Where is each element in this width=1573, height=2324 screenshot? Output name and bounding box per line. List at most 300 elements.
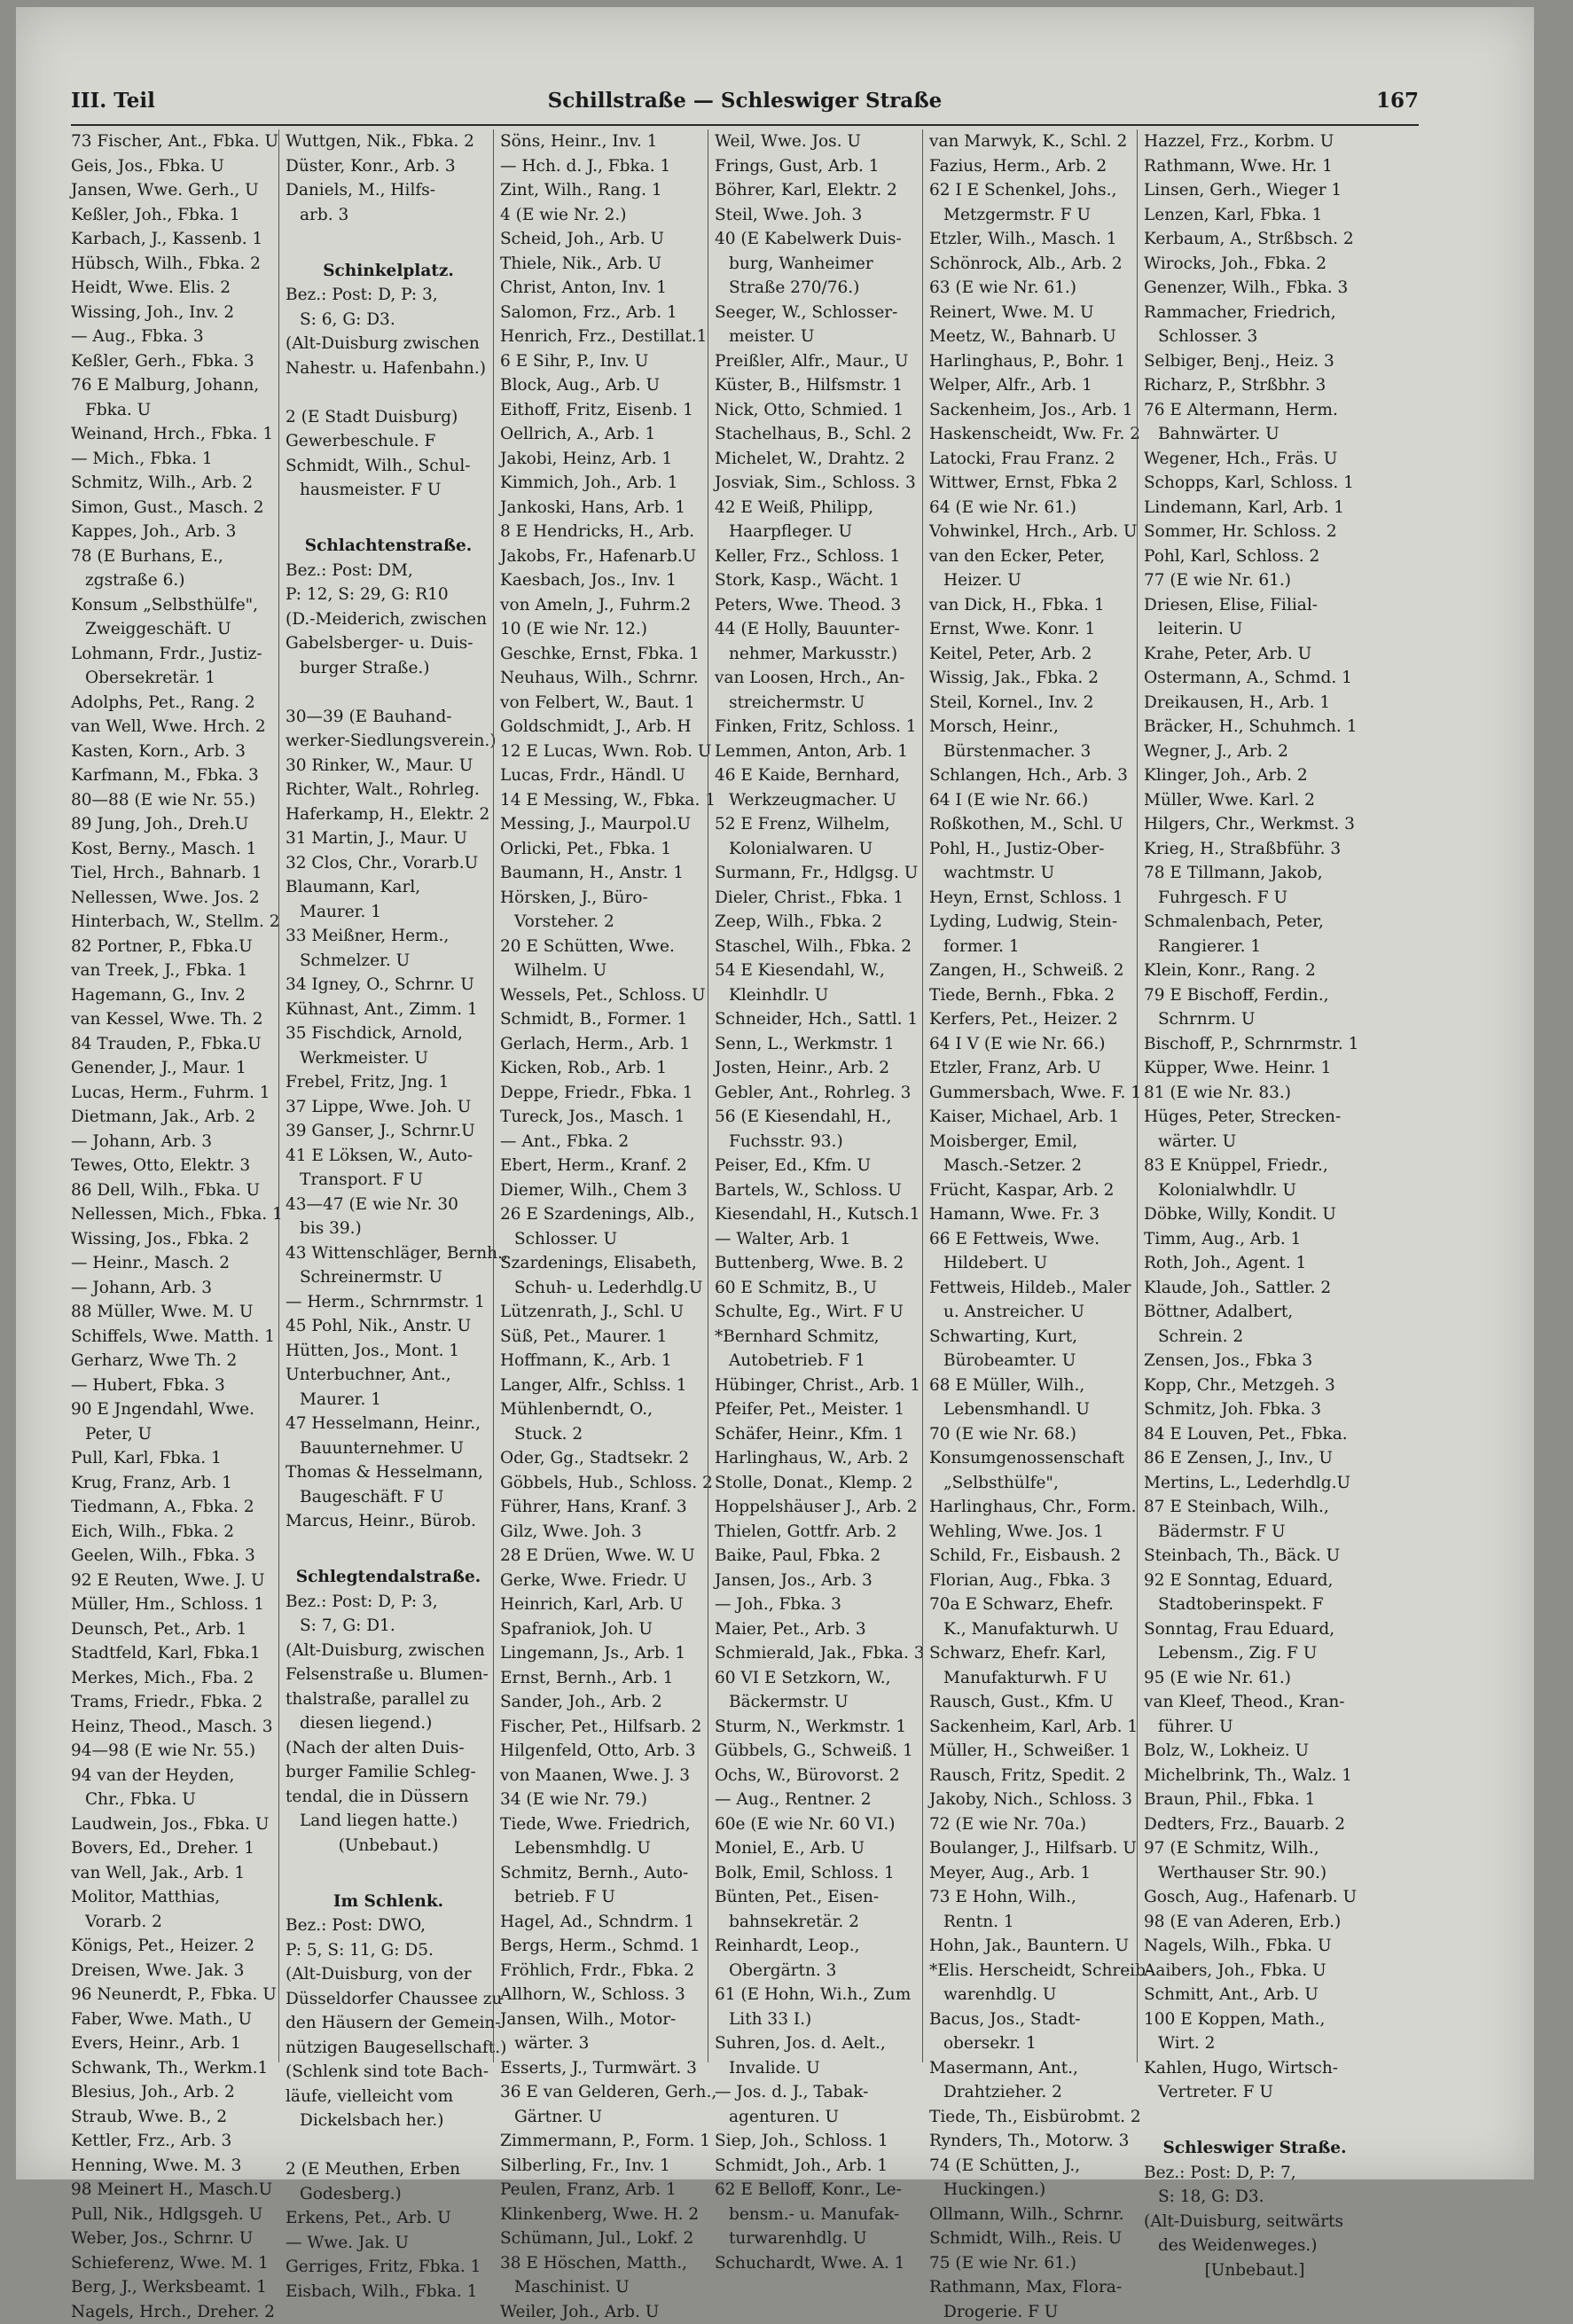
directory-line: Drahtzieher. 2 xyxy=(929,2080,1135,2105)
directory-line: Gebler, Ant., Rohrleg. 3 xyxy=(715,1081,920,1106)
directory-line: Müller, H., Schweißer. 1 xyxy=(929,1739,1135,1764)
directory-line: S: 18, G: D3. xyxy=(1144,2185,1366,2210)
directory-line: Metzgermstr. F U xyxy=(929,203,1135,228)
directory-line: Hagemann, G., Inv. 2 xyxy=(71,983,277,1008)
directory-line: (Nach der alten Duis- xyxy=(286,1736,491,1761)
directory-line: läufe, vielleicht vom xyxy=(286,2085,491,2109)
directory-line: 90 E Jngendahl, Wwe. xyxy=(71,1397,277,1422)
directory-line: bensm.- u. Manufak- xyxy=(715,2203,920,2227)
directory-line: Transport. F U xyxy=(286,1168,491,1193)
directory-line: 44 (E Holly, Bauunter- xyxy=(715,617,920,642)
directory-line: Süß, Pet., Maurer. 1 xyxy=(500,1325,706,1350)
directory-line: Meyer, Aug., Arb. 1 xyxy=(929,1861,1135,1886)
directory-line: Laudwein, Jos., Fbka. U xyxy=(71,1812,277,1837)
directory-line: Molitor, Matthias, xyxy=(71,1885,277,1910)
directory-line: Bischoff, P., Schrnrmstr. 1 xyxy=(1144,1032,1366,1057)
directory-line: Hübsch, Wilh., Fbka. 2 xyxy=(71,252,277,277)
directory-line: Gärtner. U xyxy=(500,2105,706,2130)
directory-line: 63 (E wie Nr. 61.) xyxy=(929,276,1135,301)
directory-line: 4 (E wie Nr. 2.) xyxy=(500,203,706,228)
directory-line: 34 Igney, O., Schrnr. U xyxy=(286,973,491,998)
column-2 xyxy=(286,129,491,2071)
directory-line: Dreisen, Wwe. Jak. 3 xyxy=(71,1959,277,1984)
directory-line: Senn, L., Werkmstr. 1 xyxy=(715,1032,920,1057)
directory-line: Schrein. 2 xyxy=(1144,1325,1366,1350)
directory-line: burg, Wanheimer xyxy=(715,252,920,277)
directory-line: — Heinr., Masch. 2 xyxy=(71,1251,277,1276)
directory-line: Gerriges, Fritz, Fbka. 1 xyxy=(286,2255,491,2280)
directory-line: Peter, U xyxy=(71,1422,277,1447)
directory-line: Lohmann, Frdr., Justiz- xyxy=(71,642,277,667)
directory-line: Pull, Karl, Fbka. 1 xyxy=(71,1446,277,1471)
directory-line: — Herm., Schrnrmstr. 1 xyxy=(286,1290,491,1315)
directory-line: Bürobeamter. U xyxy=(929,1349,1135,1373)
directory-line: Kettler, Frz., Arb. 3 xyxy=(71,2129,277,2154)
directory-line: Meetz, W., Bahnarb. U xyxy=(929,325,1135,349)
directory-line: 78 E Tillmann, Jakob, xyxy=(1144,861,1366,886)
directory-line: Fettweis, Hildeb., Maler xyxy=(929,1276,1135,1301)
directory-line: 47 Hesselmann, Heinr., xyxy=(286,1412,491,1436)
directory-line: Hörsken, J., Büro- xyxy=(500,886,706,911)
directory-line: (Alt-Duisburg, von der xyxy=(286,1962,491,1987)
directory-line: Schäfer, Heinr., Kfm. 1 xyxy=(715,1422,920,1447)
directory-line: Fuchsstr. 93.) xyxy=(715,1130,920,1154)
directory-line: 45 Pohl, Nik., Anstr. U xyxy=(286,1314,491,1339)
directory-line: Gerharz, Wwe Th. 2 xyxy=(71,1349,277,1373)
directory-line: Timm, Aug., Arb. 1 xyxy=(1144,1227,1366,1252)
directory-line: Bädermstr. F U xyxy=(1144,1520,1366,1545)
directory-line: Oellrich, A., Arb. 1 xyxy=(500,422,706,447)
directory-line: 33 Meißner, Herm., xyxy=(286,924,491,949)
directory-line: Obergärtn. 3 xyxy=(715,1959,920,1984)
column-6 xyxy=(1144,129,1366,2071)
directory-line: Bolz, W., Lokheiz. U xyxy=(1144,1739,1366,1764)
directory-line: 28 E Drüen, Wwe. W. U xyxy=(500,1544,706,1569)
directory-line: Driesen, Elise, Filial- xyxy=(1144,593,1366,618)
directory-line: Keßler, Joh., Fbka. 1 xyxy=(71,203,277,228)
directory-line: Klein, Konr., Rang. 2 xyxy=(1144,959,1366,983)
directory-line: Adolphs, Pet., Rang. 2 xyxy=(71,691,277,716)
directory-line: Wittwer, Ernst, Fbka 2 xyxy=(929,471,1135,496)
directory-line: — Aug., Fbka. 3 xyxy=(71,325,277,349)
directory-line: Gosch, Aug., Hafenarb. U xyxy=(1144,1885,1366,1910)
directory-line: Hoffmann, K., Arb. 1 xyxy=(500,1349,706,1373)
directory-line: 80—88 (E wie Nr. 55.) xyxy=(71,788,277,813)
directory-line: 82 Portner, P., Fbka.U xyxy=(71,935,277,959)
directory-line: Masermann, Ant., xyxy=(929,2056,1135,2081)
directory-line: van den Ecker, Peter, xyxy=(929,544,1135,569)
directory-line: Schulte, Eg., Wirt. F U xyxy=(715,1300,920,1325)
directory-line: Krug, Franz, Arb. 1 xyxy=(71,1471,277,1496)
directory-line: Lucas, Herm., Fuhrm. 1 xyxy=(71,1081,277,1106)
directory-line: Klinger, Joh., Arb. 2 xyxy=(1144,763,1366,788)
directory-line: 54 E Kiesendahl, W., xyxy=(715,959,920,983)
directory-line: Pull, Nik., Hdlgsgeh. U xyxy=(71,2203,277,2227)
directory-line: streichermstr. U xyxy=(715,691,920,716)
directory-line: 26 E Szardenings, Alb., xyxy=(500,1202,706,1227)
directory-line: Frebel, Fritz, Jng. 1 xyxy=(286,1070,491,1095)
directory-line: Klinkenberg, Wwe. H. 2 xyxy=(500,2203,706,2227)
directory-line: Siep, Joh., Schloss. 1 xyxy=(715,2129,920,2154)
directory-line: Kicken, Rob., Arb. 1 xyxy=(500,1056,706,1081)
directory-line: (Alt-Duisburg, zwischen xyxy=(286,1639,491,1663)
directory-line: Finken, Fritz, Schloss. 1 xyxy=(715,715,920,739)
directory-line: Schmidt, Wilh., Reis. U xyxy=(929,2226,1135,2251)
directory-line: Bäckermstr. U xyxy=(715,1690,920,1715)
column-3 xyxy=(500,129,706,2071)
directory-line: Schmidt, Joh., Arb. 1 xyxy=(715,2154,920,2179)
directory-line xyxy=(286,680,491,705)
directory-line: Genender, J., Maur. 1 xyxy=(71,1056,277,1081)
directory-line: Bez.: Post: DM, xyxy=(286,559,491,583)
directory-line: Küpper, Wwe. Heinr. 1 xyxy=(1144,1056,1366,1081)
directory-line: 43—47 (E wie Nr. 30 xyxy=(286,1193,491,1217)
directory-line: „Selbsthülfe", xyxy=(929,1471,1135,1496)
column-divider xyxy=(278,129,279,2062)
directory-line: Braun, Phil., Fbka. 1 xyxy=(1144,1788,1366,1812)
directory-line: Haarpfleger. U xyxy=(715,520,920,544)
directory-line: 73 Fischer, Ant., Fbka. U xyxy=(71,129,277,154)
directory-line: Vertreter. F U xyxy=(1144,2080,1366,2105)
directory-line: Lingemann, Js., Arb. 1 xyxy=(500,1641,706,1666)
directory-line: Buttenberg, Wwe. B. 2 xyxy=(715,1251,920,1276)
directory-line: Schuh- u. Lederhdlg.U xyxy=(500,1276,706,1301)
directory-line: former. 1 xyxy=(929,935,1135,959)
directory-line: Baike, Paul, Fbka. 2 xyxy=(715,1544,920,1569)
directory-line: Mühlenberndt, O., xyxy=(500,1397,706,1422)
directory-line: Bergs, Herm., Schmd. 1 xyxy=(500,1934,706,1959)
directory-line: Sander, Joh., Arb. 2 xyxy=(500,1690,706,1715)
directory-line: Rangierer. 1 xyxy=(1144,935,1366,959)
directory-line: turwarenhdlg. U xyxy=(715,2226,920,2251)
directory-line: Karbach, J., Kassenb. 1 xyxy=(71,227,277,252)
directory-line: Rammacher, Friedrich, xyxy=(1144,301,1366,325)
directory-line: 79 E Bischoff, Ferdin., xyxy=(1144,983,1366,1008)
directory-line: Wessels, Pet., Schloss. U xyxy=(500,983,706,1008)
directory-line: burger Familie Schleg- xyxy=(286,1760,491,1785)
directory-line: Söns, Heinr., Inv. 1 xyxy=(500,129,706,154)
directory-line: 66 E Fettweis, Wwe. xyxy=(929,1227,1135,1252)
directory-line: Scheid, Joh., Arb. U xyxy=(500,227,706,252)
directory-line: Stachelhaus, B., Schl. 2 xyxy=(715,422,920,447)
directory-line: Schmierald, Jak., Fbka. 3 xyxy=(715,1641,920,1666)
directory-line: Nagels, Hrch., Dreher. 2 xyxy=(71,2300,277,2324)
directory-line: Nick, Otto, Schmied. 1 xyxy=(715,398,920,423)
directory-line: Straße 270/76.) xyxy=(715,276,920,301)
directory-line: Krieg, H., Straßbführ. 3 xyxy=(1144,837,1366,862)
directory-line xyxy=(286,2133,491,2158)
directory-line: — Hch. d. J., Fbka. 1 xyxy=(500,154,706,179)
directory-line: Weinand, Hrch., Fbka. 1 xyxy=(71,422,277,447)
directory-line: Felsenstraße u. Blumen- xyxy=(286,1663,491,1687)
directory-line: *Bernhard Schmitz, xyxy=(715,1325,920,1350)
directory-line: Schmitt, Ant., Arb. U xyxy=(1144,1983,1366,2007)
directory-line: Zensen, Jos., Fbka 3 xyxy=(1144,1349,1366,1373)
directory-line: Selbiger, Benj., Heiz. 3 xyxy=(1144,349,1366,374)
directory-line: Müller, Wwe. Karl. 2 xyxy=(1144,788,1366,813)
directory-line: Kahlen, Hugo, Wirtsch- xyxy=(1144,2056,1366,2081)
directory-line: Boulanger, J., Hilfsarb. U xyxy=(929,1836,1135,1861)
directory-line: Zangen, H., Schweiß. 2 xyxy=(929,959,1135,983)
directory-line: Fischer, Pet., Hilfsarb. 2 xyxy=(500,1715,706,1740)
directory-line: Konsum „Selbsthülfe", xyxy=(71,593,277,618)
directory-line: Invalide. U xyxy=(715,2056,920,2081)
directory-line: Mertins, L., Lederhdlg.U xyxy=(1144,1471,1366,1496)
directory-line: Gewerbeschule. F xyxy=(286,429,491,454)
directory-line: Kolonialwaren. U xyxy=(715,837,920,862)
directory-line: Michelet, W., Drahtz. 2 xyxy=(715,447,920,472)
directory-line: Karfmann, M., Fbka. 3 xyxy=(71,763,277,788)
directory-line: Schmitz, Joh. Fbka. 3 xyxy=(1144,1397,1366,1422)
directory-line: Haskenscheidt, Ww. Fr. 2 xyxy=(929,422,1135,447)
directory-line: Morsch, Heinr., xyxy=(929,715,1135,739)
directory-line: Deunsch, Pet., Arb. 1 xyxy=(71,1617,277,1642)
directory-line: Schlangen, Hch., Arb. 3 xyxy=(929,763,1135,788)
directory-line: Henrich, Frz., Destillat.1 xyxy=(500,325,706,349)
street-heading: Schinkelplatz. xyxy=(286,259,491,284)
directory-line: Geis, Jos., Fbka. U xyxy=(71,154,277,179)
directory-line: — Johann, Arb. 3 xyxy=(71,1130,277,1154)
directory-line: [Unbebaut.] xyxy=(1144,2258,1366,2283)
directory-line: Fazius, Herm., Arb. 2 xyxy=(929,154,1135,179)
directory-line: Unterbuchner, Ant., xyxy=(286,1363,491,1388)
directory-line: von Ameln, J., Fuhrm.2 xyxy=(500,593,706,618)
directory-line: Thomas & Hesselmann, xyxy=(286,1460,491,1485)
directory-line: Bez.: Post: D, P: 3, xyxy=(286,1590,491,1615)
directory-line: wachtmstr. U xyxy=(929,861,1135,886)
directory-line: Drogerie. F U xyxy=(929,2300,1135,2324)
directory-line: Maschinist. U xyxy=(500,2275,706,2300)
directory-line: (Alt-Duisburg zwischen xyxy=(286,332,491,356)
directory-line: Vorsteher. 2 xyxy=(500,910,706,935)
directory-line: hausmeister. F U xyxy=(286,478,491,503)
directory-line: Jansen, Wilh., Motor- xyxy=(500,2007,706,2032)
directory-line: Werkzeugmacher. U xyxy=(715,788,920,813)
directory-line: von Maanen, Wwe. J. 3 xyxy=(500,1764,706,1788)
directory-line: Roßkothen, M., Schl. U xyxy=(929,812,1135,837)
directory-line: Hildebert. U xyxy=(929,1251,1135,1276)
directory-line: 84 Trauden, P., Fbka.U xyxy=(71,1032,277,1057)
directory-line: Pohl, Karl, Schloss. 2 xyxy=(1144,544,1366,569)
directory-line: Kappes, Joh., Arb. 3 xyxy=(71,520,277,544)
directory-line: Messing, J., Maurpol.U xyxy=(500,812,706,837)
directory-line: Zweiggeschäft. U xyxy=(71,617,277,642)
directory-line: Daniels, M., Hilfs- xyxy=(286,178,491,203)
directory-line: Bräcker, H., Schuhmch. 1 xyxy=(1144,715,1366,739)
directory-line: 100 E Koppen, Math., xyxy=(1144,2007,1366,2032)
directory-line: Salomon, Frz., Arb. 1 xyxy=(500,301,706,325)
directory-line: Dedters, Frz., Bauarb. 2 xyxy=(1144,1812,1366,1837)
directory-line: Düster, Konr., Arb. 3 xyxy=(286,154,491,179)
directory-line: Ernst, Wwe. Konr. 1 xyxy=(929,617,1135,642)
directory-line: Wissing, Joh., Inv. 2 xyxy=(71,301,277,325)
directory-line: Moniel, E., Arb. U xyxy=(715,1836,920,1861)
directory-line: 41 E Löksen, W., Auto- xyxy=(286,1144,491,1169)
directory-line: Lindemann, Karl, Arb. 1 xyxy=(1144,496,1366,520)
directory-line: 64 (E wie Nr. 61.) xyxy=(929,496,1135,520)
directory-line: Heyn, Ernst, Schloss. 1 xyxy=(929,886,1135,911)
directory-line: 68 E Müller, Wilh., xyxy=(929,1373,1135,1398)
directory-line: S: 6, G: D3. xyxy=(286,308,491,333)
directory-line: van Treek, J., Fbka. 1 xyxy=(71,959,277,983)
directory-line xyxy=(1144,2105,1366,2130)
directory-line: Etzler, Franz, Arb. U xyxy=(929,1056,1135,1081)
directory-line: Dreikausen, H., Arb. 1 xyxy=(1144,691,1366,716)
directory-line: Sonntag, Frau Eduard, xyxy=(1144,1617,1366,1642)
directory-line: zgstraße 6.) xyxy=(71,568,277,593)
directory-line: Bünten, Pet., Eisen- xyxy=(715,1885,920,1910)
directory-line: Hazzel, Frz., Korbm. U xyxy=(1144,129,1366,154)
directory-line: 39 Ganser, J., Schrnr.U xyxy=(286,1119,491,1144)
directory-line: Neuhaus, Wilh., Schrnr. xyxy=(500,666,706,691)
directory-line: — Ant., Fbka. 2 xyxy=(500,1130,706,1154)
directory-line: Heinrich, Karl, Arb. U xyxy=(500,1592,706,1617)
directory-line: Sturm, N., Werkmstr. 1 xyxy=(715,1715,920,1740)
directory-line: Führer, Hans, Kranf. 3 xyxy=(500,1495,706,1520)
directory-line: Schwarz, Ehefr. Karl, xyxy=(929,1641,1135,1666)
directory-line: 97 (E Schmitz, Wilh., xyxy=(1144,1836,1366,1861)
directory-line: Stadtoberinspekt. F xyxy=(1144,1592,1366,1617)
directory-line: Heinz, Theod., Masch. 3 xyxy=(71,1715,277,1740)
directory-line: 60 VI E Setzkorn, W., xyxy=(715,1666,920,1691)
directory-line: Szardenings, Elisabeth, xyxy=(500,1251,706,1276)
directory-line: Autobetrieb. F 1 xyxy=(715,1349,920,1373)
directory-line: Schuchardt, Wwe. A. 1 xyxy=(715,2251,920,2276)
directory-line: S: 7, G: D1. xyxy=(286,1614,491,1639)
directory-line: 38 E Höschen, Matth., xyxy=(500,2251,706,2276)
directory-line: Kopp, Chr., Metzgeh. 3 xyxy=(1144,1373,1366,1398)
directory-line: 86 Dell, Wilh., Fbka. U xyxy=(71,1178,277,1203)
directory-line: (D.-Meiderich, zwischen xyxy=(286,607,491,632)
directory-line: 76 E Malburg, Johann, xyxy=(71,373,277,398)
directory-line: 60e (E wie Nr. 60 VI.) xyxy=(715,1812,920,1837)
page-header xyxy=(71,89,1419,124)
directory-line: Wirocks, Joh., Fbka. 2 xyxy=(1144,252,1366,277)
directory-line: Pfeifer, Pet., Meister. 1 xyxy=(715,1397,920,1422)
directory-line: Merkes, Mich., Fba. 2 xyxy=(71,1666,277,1691)
directory-line: 86 E Zensen, J., Inv., U xyxy=(1144,1446,1366,1471)
directory-line: Rathmann, Wwe. Hr. 1 xyxy=(1144,154,1366,179)
directory-line: Sackenheim, Karl, Arb. 1 xyxy=(929,1715,1135,1740)
directory-line: nützigen Baugesellschaft.) xyxy=(286,2036,491,2061)
directory-line: Henning, Wwe. M. 3 xyxy=(71,2154,277,2179)
directory-line: Vohwinkel, Hrch., Arb. U xyxy=(929,520,1135,544)
directory-line: Döbke, Willy, Kondit. U xyxy=(1144,1202,1366,1227)
directory-line: Rathmann, Max, Flora- xyxy=(929,2275,1135,2300)
directory-line: Zeep, Wilh., Fbka. 2 xyxy=(715,910,920,935)
directory-line: Goldschmidt, J., Arb. H xyxy=(500,715,706,739)
directory-line: — Johann, Arb. 3 xyxy=(71,1276,277,1301)
directory-line: Godesberg.) xyxy=(286,2182,491,2207)
directory-line: 31 Martin, J., Maur. U xyxy=(286,826,491,851)
directory-line: Lucas, Frdr., Händl. U xyxy=(500,763,706,788)
directory-line: Orlicki, Pet., Fbka. 1 xyxy=(500,837,706,862)
directory-line: Hamann, Wwe. Fr. 3 xyxy=(929,1202,1135,1227)
directory-line: Diemer, Wilh., Chem 3 xyxy=(500,1178,706,1203)
directory-line: Blaumann, Karl, xyxy=(286,875,491,900)
directory-line: Bez.: Post: D, P: 7, xyxy=(1144,2161,1366,2186)
directory-line: Marcus, Heinr., Bürob. xyxy=(286,1509,491,1534)
directory-line: (Alt-Duisburg, seitwärts xyxy=(1144,2210,1366,2234)
column-1 xyxy=(71,129,277,2071)
directory-line: Ostermann, A., Schmd. 1 xyxy=(1144,666,1366,691)
directory-line: Klaude, Joh., Sattler. 2 xyxy=(1144,1276,1366,1301)
directory-line: — Jos. d. J., Tabak- xyxy=(715,2080,920,2105)
directory-line: van Loosen, Hrch., An- xyxy=(715,666,920,691)
directory-line: Latocki, Frau Franz. 2 xyxy=(929,447,1135,472)
directory-line: Kühnast, Ant., Zimm. 1 xyxy=(286,998,491,1022)
directory-line: 52 E Frenz, Wilhelm, xyxy=(715,812,920,837)
column-divider xyxy=(493,129,494,2062)
directory-line: Huckingen.) xyxy=(929,2178,1135,2203)
directory-line: Jansen, Wwe. Gerh., U xyxy=(71,178,277,203)
directory-line: P: 5, S: 11, G: D5. xyxy=(286,1938,491,1963)
directory-line: Dickelsbach her.) xyxy=(286,2109,491,2133)
directory-line: — Wwe. Jak. U xyxy=(286,2231,491,2256)
directory-line: 64 I V (E wie Nr. 66.) xyxy=(929,1032,1135,1057)
directory-line: Schmitz, Bernh., Auto- xyxy=(500,1861,706,1886)
directory-line: 32 Clos, Chr., Vorarb.U xyxy=(286,851,491,876)
directory-line: Kaesbach, Jos., Inv. 1 xyxy=(500,568,706,593)
directory-line: Berg, J., Werksbeamt. 1 xyxy=(71,2275,277,2300)
directory-line: Roth, Joh., Agent. 1 xyxy=(1144,1251,1366,1276)
directory-line: 62 I E Schenkel, Johs., xyxy=(929,178,1135,203)
directory-line: meister. U xyxy=(715,325,920,349)
directory-line: Rausch, Fritz, Spedit. 2 xyxy=(929,1764,1135,1788)
directory-line: Land liegen hatte.) xyxy=(286,1809,491,1834)
directory-line: Richter, Walt., Rohrleg. xyxy=(286,778,491,802)
directory-line: burger Straße.) xyxy=(286,656,491,681)
directory-line: Rentn. 1 xyxy=(929,1910,1135,1935)
directory-line: Schreinermstr. U xyxy=(286,1265,491,1290)
directory-line: Hübinger, Christ., Arb. 1 xyxy=(715,1373,920,1398)
directory-line: 6 E Sihr, P., Inv. U xyxy=(500,349,706,374)
directory-line: Schieferenz, Wwe. M. 1 xyxy=(71,2251,277,2276)
directory-line: agenturen. U xyxy=(715,2105,920,2130)
directory-line: den Häusern der Gemein- xyxy=(286,2011,491,2036)
directory-line: Gilz, Wwe. Joh. 3 xyxy=(500,1520,706,1545)
directory-line: Bovers, Ed., Dreher. 1 xyxy=(71,1836,277,1861)
directory-line: wärter. 3 xyxy=(500,2031,706,2056)
directory-line: Werthauser Str. 90.) xyxy=(1144,1861,1366,1886)
directory-line: Keller, Frz., Schloss. 1 xyxy=(715,544,920,569)
directory-line: 35 Fischdick, Arnold, xyxy=(286,1021,491,1046)
directory-line: Josten, Heinr., Arb. 2 xyxy=(715,1056,920,1081)
directory-line: Deppe, Friedr., Fbka. 1 xyxy=(500,1081,706,1106)
directory-line: Dietmann, Jak., Arb. 2 xyxy=(71,1105,277,1130)
directory-line: Sommer, Hr. Schloss. 2 xyxy=(1144,520,1366,544)
directory-line: Weber, Jos., Schrnr. U xyxy=(71,2226,277,2251)
directory-line: Eisbach, Wilh., Fbka. 1 xyxy=(286,2280,491,2304)
running-title: Schillstraße — Schleswiger Straße xyxy=(71,89,1419,113)
directory-line xyxy=(286,503,491,528)
directory-line: Richarz, P., Strßbhr. 3 xyxy=(1144,373,1366,398)
directory-line: Erkens, Pet., Arb. U xyxy=(286,2206,491,2231)
directory-line: Nagels, Wilh., Fbka. U xyxy=(1144,1934,1366,1959)
directory-line: arb. 3 xyxy=(286,203,491,228)
directory-line: Eich, Wilh., Fbka. 2 xyxy=(71,1520,277,1545)
street-heading: Schlegtendalstraße. xyxy=(286,1565,491,1590)
directory-line: werker-Siedlungsverein.) xyxy=(286,729,491,754)
directory-line: 88 Müller, Wwe. M. U xyxy=(71,1300,277,1325)
directory-line: Düsseldorfer Chaussee zu xyxy=(286,1987,491,2012)
part-label: III. Teil xyxy=(71,89,155,113)
directory-line: Fröhlich, Frdr., Fbka. 2 xyxy=(500,1959,706,1984)
directory-line: Wissig, Jak., Fbka. 2 xyxy=(929,666,1135,691)
directory-line: 20 E Schütten, Wwe. xyxy=(500,935,706,959)
directory-line: 95 (E wie Nr. 61.) xyxy=(1144,1666,1366,1691)
directory-line: Bolk, Emil, Schloss. 1 xyxy=(715,1861,920,1886)
